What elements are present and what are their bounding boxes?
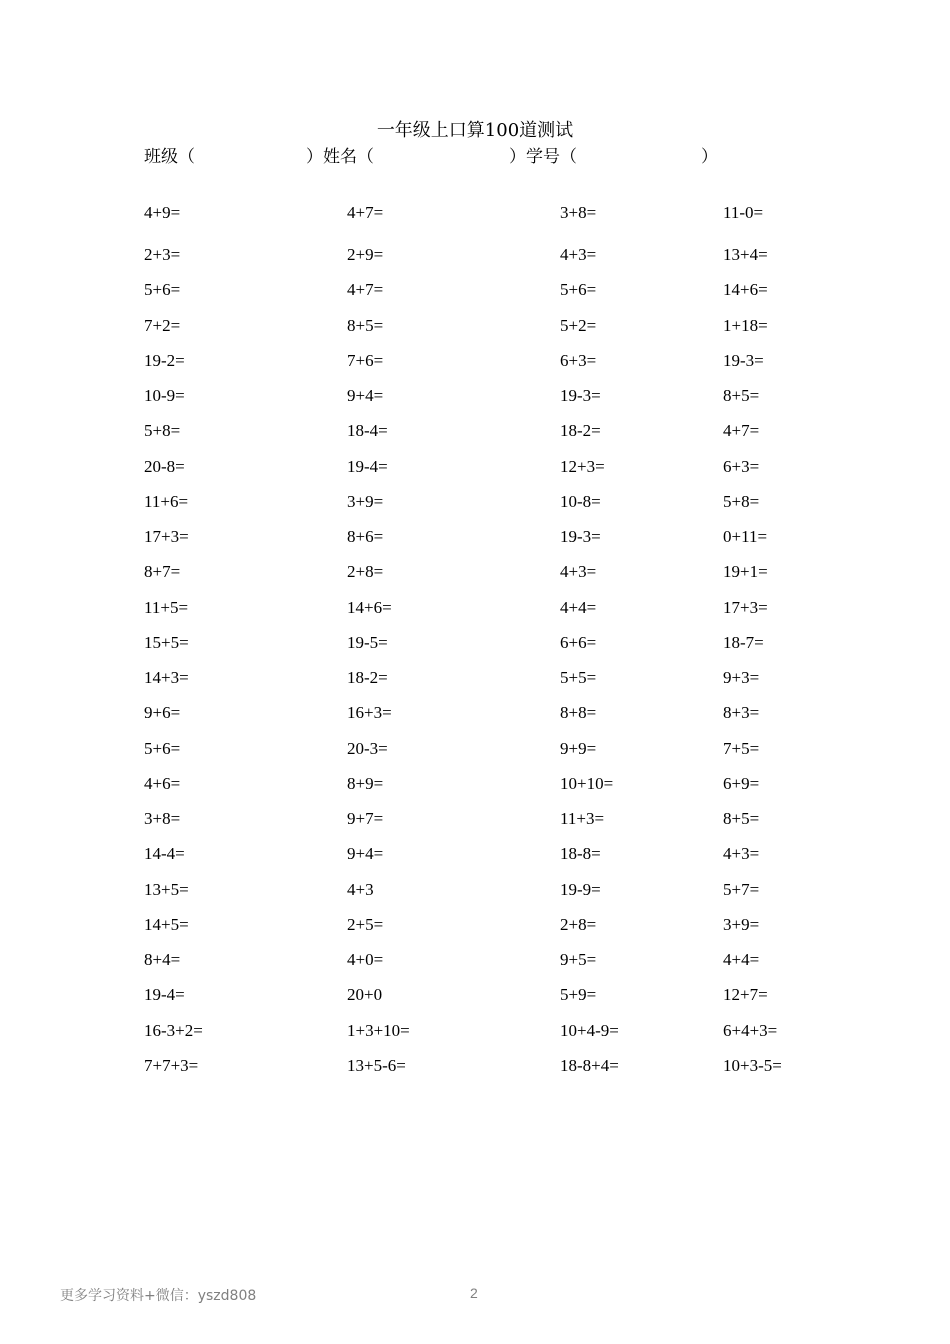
problem-cell: 10+10= <box>560 773 614 793</box>
problem-row <box>0 527 950 549</box>
problem-cell: 12+3= <box>560 456 605 476</box>
problem-cell: 20-3= <box>347 738 388 758</box>
problem-cell: 10+4-9= <box>560 1020 619 1040</box>
problem-cell: 4+3 <box>347 879 374 899</box>
problem-cell: 4+7= <box>723 421 760 441</box>
problem-row <box>0 668 950 690</box>
problem-row <box>0 316 950 338</box>
name-label: ）姓名（ <box>306 147 374 167</box>
problem-cell: 14-4= <box>144 844 185 864</box>
problem-cell: 5+8= <box>723 491 760 511</box>
problem-cell: 4+7= <box>347 280 384 300</box>
problem-row <box>0 1056 950 1078</box>
problem-cell: 7+5= <box>723 738 760 758</box>
problem-cell: 19-3= <box>723 350 764 370</box>
problem-cell: 2+3= <box>144 245 181 264</box>
problem-cell: 8+7= <box>144 562 181 582</box>
problem-cell: 9+5= <box>560 950 597 969</box>
problem-cell: 9+7= <box>347 809 384 828</box>
problem-cell: 7+6= <box>347 350 384 370</box>
student-info-row <box>0 142 950 166</box>
problem-cell: 1+18= <box>723 315 768 335</box>
close-paren: ） <box>701 147 718 167</box>
problem-row <box>0 245 950 267</box>
class-label: 班级（ <box>144 147 195 167</box>
problem-cell: 8+8= <box>560 703 597 723</box>
problem-cell: 9+9= <box>560 738 597 758</box>
problem-row <box>0 880 950 902</box>
problem-cell: 4+6= <box>144 773 181 793</box>
problem-row <box>0 1021 950 1043</box>
problem-cell: 15+5= <box>144 632 189 652</box>
problem-cell: 2+5= <box>347 914 384 934</box>
problem-cell: 5+7= <box>723 879 760 899</box>
problem-row <box>0 950 950 972</box>
problem-cell: 5+5= <box>560 668 597 687</box>
problem-cell: 19-2= <box>144 350 185 370</box>
page-title: 一年级上口算100道测试 <box>376 120 574 141</box>
problem-cell: 8+4= <box>144 950 181 969</box>
problem-row <box>0 203 950 225</box>
problem-cell: 14+6= <box>347 597 392 617</box>
problem-cell: 19-4= <box>347 456 388 476</box>
problem-cell: 10-9= <box>144 386 185 405</box>
problem-cell: 8+9= <box>347 773 384 793</box>
problem-cell: 5+2= <box>560 315 597 335</box>
problem-row <box>0 598 950 620</box>
problem-cell: 6+3= <box>723 456 760 476</box>
problem-row <box>0 457 950 479</box>
problem-cell: 11-0= <box>723 203 764 222</box>
problem-cell: 16-3+2= <box>144 1020 203 1040</box>
problem-cell: 19-3= <box>560 527 601 546</box>
problem-row <box>0 844 950 866</box>
problem-row <box>0 386 950 408</box>
problem-cell: 0+11= <box>723 527 768 546</box>
problem-cell: 5+8= <box>144 421 181 441</box>
problem-cell: 14+6= <box>723 280 768 300</box>
problem-cell: 13+5-6= <box>347 1055 406 1075</box>
problem-cell: 4+3= <box>560 562 597 582</box>
problem-cell: 5+9= <box>560 985 597 1005</box>
problem-row <box>0 421 950 443</box>
problem-cell: 8+5= <box>347 315 384 335</box>
problem-cell: 19-3= <box>560 386 601 405</box>
problem-cell: 9+4= <box>347 386 384 405</box>
problem-cell: 2+8= <box>347 562 384 582</box>
problem-cell: 3+8= <box>560 203 597 222</box>
problem-cell: 8+3= <box>723 703 760 723</box>
problem-cell: 16+3= <box>347 703 392 723</box>
problem-cell: 4+4= <box>723 950 760 969</box>
page-number: 2 <box>470 1285 478 1301</box>
problem-cell: 18-2= <box>560 421 601 441</box>
problem-row <box>0 985 950 1007</box>
problem-row <box>0 351 950 373</box>
footer-note: 更多学习资料+微信：yszd808 <box>60 1288 257 1304</box>
problem-cell: 12+7= <box>723 985 768 1005</box>
problem-cell: 11+5= <box>144 597 189 617</box>
problem-cell: 5+6= <box>144 280 181 300</box>
problem-cell: 19+1= <box>723 562 768 582</box>
problem-cell: 6+4+3= <box>723 1020 778 1040</box>
problem-cell: 20+0 <box>347 985 383 1005</box>
problem-cell: 10-8= <box>560 491 601 511</box>
problem-cell: 6+6= <box>560 632 597 652</box>
problem-cell: 4+4= <box>560 597 597 617</box>
problem-cell: 20-8= <box>144 456 185 476</box>
problem-cell: 2+9= <box>347 245 384 264</box>
problem-cell: 19-5= <box>347 632 388 652</box>
student-id-label: ）学号（ <box>509 147 577 167</box>
problem-cell: 13+4= <box>723 245 768 264</box>
problem-cell: 5+6= <box>560 280 597 300</box>
problem-cell: 4+3= <box>723 844 760 864</box>
problem-cell: 9+6= <box>144 703 181 723</box>
problem-cell: 8+5= <box>723 386 760 405</box>
problem-cell: 6+9= <box>723 773 760 793</box>
problem-row <box>0 633 950 655</box>
problem-row <box>0 562 950 584</box>
problem-cell: 3+8= <box>144 809 181 828</box>
problem-row <box>0 809 950 831</box>
problem-cell: 2+8= <box>560 914 597 934</box>
problem-cell: 4+0= <box>347 950 384 969</box>
problem-cell: 14+5= <box>144 914 189 934</box>
problem-cell: 5+6= <box>144 738 181 758</box>
problem-cell: 17+3= <box>723 597 768 617</box>
problem-cell: 18-7= <box>723 632 764 652</box>
problem-row <box>0 703 950 725</box>
problem-cell: 4+9= <box>144 203 181 222</box>
problem-cell: 19-9= <box>560 879 601 899</box>
problem-cell: 17+3= <box>144 527 189 546</box>
problem-cell: 13+5= <box>144 879 189 899</box>
problem-cell: 6+3= <box>560 350 597 370</box>
problem-cell: 10+3-5= <box>723 1055 782 1075</box>
problem-cell: 11+3= <box>560 809 605 828</box>
problem-cell: 4+3= <box>560 245 597 264</box>
problem-cell: 18-4= <box>347 421 388 441</box>
problem-cell: 11+6= <box>144 491 189 511</box>
problem-cell: 7+7+3= <box>144 1055 199 1075</box>
problem-cell: 19-4= <box>144 985 185 1005</box>
problem-cell: 14+3= <box>144 668 189 687</box>
problem-cell: 3+9= <box>723 914 760 934</box>
problem-row <box>0 280 950 302</box>
problem-cell: 9+4= <box>347 844 384 864</box>
problem-row <box>0 915 950 937</box>
problem-cell: 18-8= <box>560 844 601 864</box>
problem-cell: 4+7= <box>347 203 384 222</box>
problem-row <box>0 774 950 796</box>
problem-cell: 18-8+4= <box>560 1055 619 1075</box>
problem-row <box>0 739 950 761</box>
problem-cell: 1+3+10= <box>347 1020 410 1040</box>
problem-cell: 8+6= <box>347 527 384 546</box>
problem-cell: 8+5= <box>723 809 760 828</box>
problem-cell: 7+2= <box>144 315 181 335</box>
problem-cell: 3+9= <box>347 491 384 511</box>
problem-cell: 9+3= <box>723 668 760 687</box>
problem-row <box>0 492 950 514</box>
problem-cell: 18-2= <box>347 668 388 687</box>
